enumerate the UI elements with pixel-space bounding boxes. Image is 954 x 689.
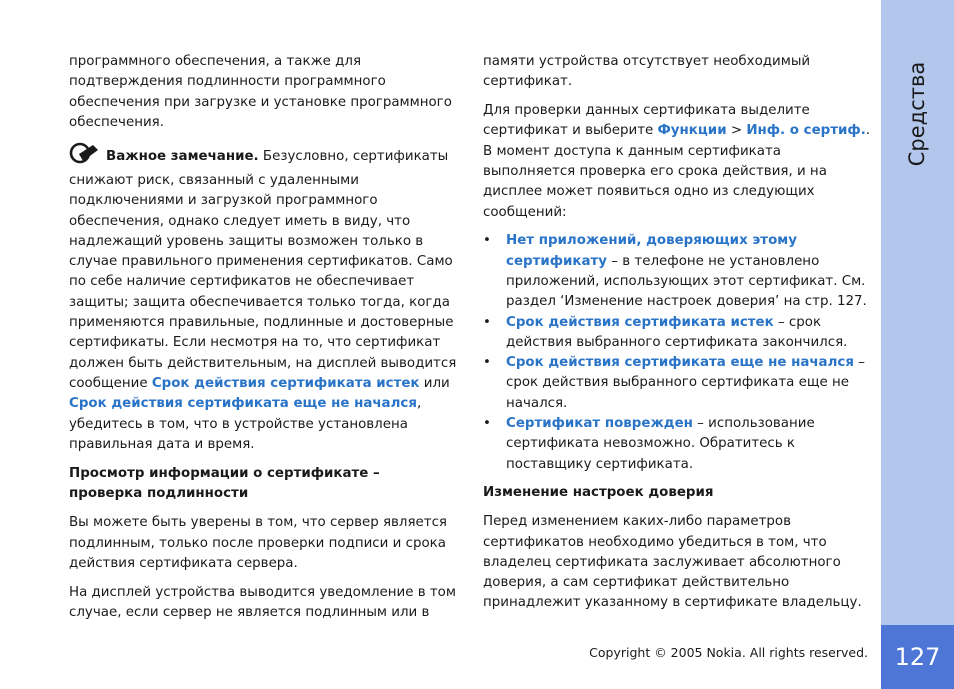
list-item-title: Срок действия сертификата еще не начался <box>506 355 854 371</box>
menu-functions: Функции <box>657 123 727 139</box>
list-item-text: – срок действия выбранного сертификата закончился. <box>506 314 848 350</box>
page-number-box <box>881 625 954 689</box>
list-item <box>483 414 871 475</box>
paragraph: памяти устройства отсутствует необходимый сертификат. <box>483 54 811 90</box>
list-item-text: – в телефоне не установлено приложений, использующих этот сертификат. См. раздел ‘Изменение настроек доверия’ на стр. 127. <box>506 253 867 310</box>
note-link-not-started: Срок действия сертификата еще не начался <box>69 396 417 412</box>
list-item-text: – использование сертификата невозможно. Обратитесь к поставщику сертификата. <box>506 416 815 472</box>
message-list <box>483 231 871 475</box>
left-column <box>69 52 457 632</box>
bullet-icon: • <box>483 416 491 432</box>
important-note <box>69 142 457 455</box>
bullet-icon: • <box>483 314 491 330</box>
paragraph: На дисплей устройства выводится уведомление в том случае, если сервер не является подлинным или в <box>69 584 456 620</box>
list-item <box>483 313 871 354</box>
list-item-text: – срок действия выбранного сертификата еще не начался. <box>506 355 865 411</box>
note-label: Важное замечание. <box>106 148 259 164</box>
list-item <box>483 231 871 312</box>
section-heading: Просмотр информации о сертификате – проверка подлинности <box>69 465 380 501</box>
note-link-expired: Срок действия сертификата истек <box>151 375 420 391</box>
list-item-title: Сертификат поврежден <box>506 416 693 432</box>
chapter-title: Средства <box>905 61 930 167</box>
copyright-notice: Copyright © 2005 Nokia. All rights reserved. <box>589 645 868 660</box>
side-tab <box>881 0 954 689</box>
paragraph-start: Для проверки данных сертификата выделите сертификат и выберите <box>483 103 810 139</box>
page-number: 127 <box>894 643 941 671</box>
bullet-icon: • <box>483 355 491 371</box>
important-note-icon <box>69 142 101 171</box>
list-item <box>483 353 871 414</box>
paragraph: Перед изменением каких-либо параметров сертификатов необходимо убедиться в том, что владелец сертификата заслуживает абсолютного доверия, а сам сертификат действительно принадлежит указанному в сертификате владельцу. <box>483 514 862 611</box>
right-column <box>483 52 871 622</box>
list-item-title: Нет приложений, доверяющих этому сертификату <box>506 233 797 269</box>
menu-separator: > <box>726 123 747 139</box>
paragraph <box>483 101 871 223</box>
paragraph: программного обеспечения, а также для подтверждения подлинности программного обеспечения при загрузке и установке программного обеспечения. <box>69 54 452 130</box>
section-heading: Изменение настроек доверия <box>483 484 714 500</box>
menu-cert-info: Инф. о сертиф. <box>746 123 866 139</box>
note-text: Безусловно, сертификаты снижают риск, связанный с удаленными подключениями и загрузкой программного обеспечения, однако следует иметь в виду, что надлежащий уровень защиты возможен только в случае правильного применения сертификатов. Само по себе наличие сертификатов не обеспечивает защиты; защита обеспечивается только тогда, когда применяются правильные, подлинные и достоверные сертификаты. Если несмотря на то, что сертификат должен быть действительным, на дисплей выводится сообщение <box>69 148 457 391</box>
note-or: или <box>419 375 450 391</box>
bullet-icon: • <box>483 233 491 249</box>
side-title <box>881 54 954 174</box>
paragraph: Вы можете быть уверены в том, что сервер является подлинным, только после проверки подписи и срока действия сертификата сервера. <box>69 515 447 571</box>
note-end: , убедитесь в том, что в устройстве установлена правильная дата и время. <box>69 396 422 452</box>
list-item-title: Срок действия сертификата истек <box>506 314 774 330</box>
paragraph-end: . В момент доступа к данным сертификата выполняется проверка его срока действия, и на дисплее может появиться одно из следующих сообщений: <box>483 123 871 220</box>
